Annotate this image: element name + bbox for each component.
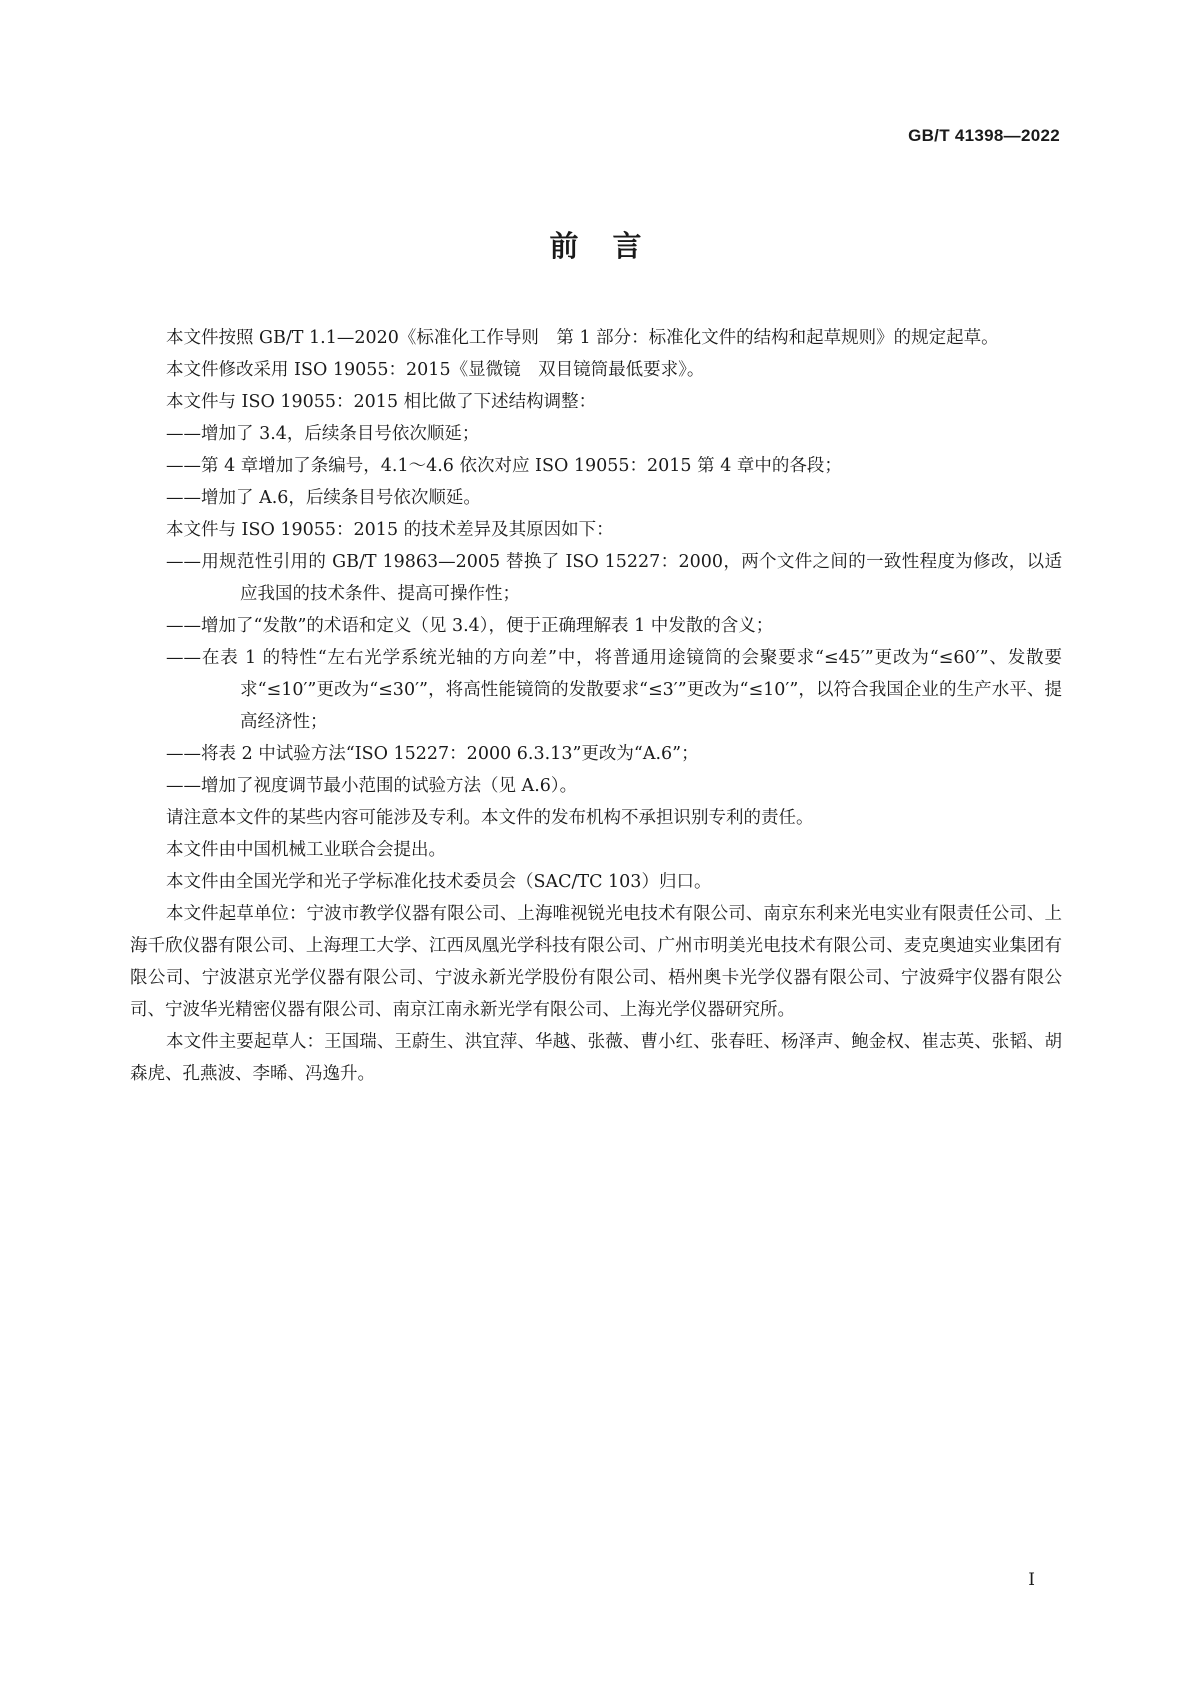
list-item: ——第 4 章增加了条编号，4.1～4.6 依次对应 ISO 19055：2015 第 4 章中的各段； [166, 456, 842, 476]
paragraph: 本文件与 ISO 19055：2015 的技术差异及其原因如下： [166, 520, 614, 540]
standard-code: GB/T 41398—2022 [908, 126, 1060, 145]
page-title: 前言 [549, 229, 676, 263]
list-item: ——增加了视度调节最小范围的试验方法（见 A.6）。 [166, 776, 578, 796]
page-number: I [1028, 1570, 1035, 1590]
list-item: ——用规范性引用的 GB/T 19863—2005 替换了 ISO 15227：2000，两个文件之间的一致性程度为修改，以适应我国的技术条件、提高可操作性； [166, 552, 1062, 604]
paragraph: 本文件主要起草人：王国瑞、王蔚生、洪宜萍、华越、张薇、曹小红、张春旺、杨泽声、鲍金权、崔志英、张韬、胡森虎、孔燕波、李晞、冯逸升。 [130, 1032, 1062, 1084]
list-item: ——将表 2 中试验方法“ISO 15227：2000 6.3.13”更改为“A.6”； [166, 744, 699, 764]
document-body [130, 322, 1062, 1090]
paragraph: 请注意本文件的某些内容可能涉及专利。本文件的发布机构不承担识别专利的责任。 [166, 808, 814, 828]
paragraph: 本文件修改采用 ISO 19055：2015《显微镜 双目镜筒最低要求》。 [166, 360, 705, 380]
list-item: ——增加了 A.6，后续条目号依次顺延。 [166, 488, 481, 508]
paragraph: 本文件由中国机械工业联合会提出。 [166, 840, 446, 860]
paragraph: 本文件起草单位：宁波市教学仪器有限公司、上海唯视锐光电技术有限公司、南京东利来光电实业有限责任公司、上海千欣仪器有限公司、上海理工大学、江西凤凰光学科技有限公司、广州市明美光电技术有限公司、麦克奥迪实业集团有限公司、宁波湛京光学仪器有限公司、宁波永新光学股份有限公司、梧州奥卡光学仪器有限公司、宁波舜宇仪器有限公司、宁波华光精密仪器有限公司、南京江南永新光学有限公司、上海光学仪器研究所。 [130, 904, 1062, 1020]
list-item: ——在表 1 的特性“左右光学系统光轴的方向差”中，将普通用途镜筒的会聚要求“≤45′”更改为“≤60′”、发散要求“≤10′”更改为“≤30′”，将高性能镜筒的发散要求“≤3′”更改为“≤10′”，以符合我国企业的生产水平、提高经济性； [166, 648, 1062, 732]
list-item: ——增加了 3.4，后续条目号依次顺延； [166, 424, 480, 444]
list-item: ——增加了“发散”的术语和定义（见 3.4），便于正确理解表 1 中发散的含义； [166, 616, 774, 636]
paragraph: 本文件与 ISO 19055：2015 相比做了下述结构调整： [166, 392, 597, 412]
paragraph: 本文件由全国光学和光子学标准化技术委员会（SAC/TC 103）归口。 [166, 872, 712, 892]
paragraph: 本文件按照 GB/T 1.1—2020《标准化工作导则 第 1 部分：标准化文件的结构和起草规则》的规定起草。 [166, 328, 999, 348]
